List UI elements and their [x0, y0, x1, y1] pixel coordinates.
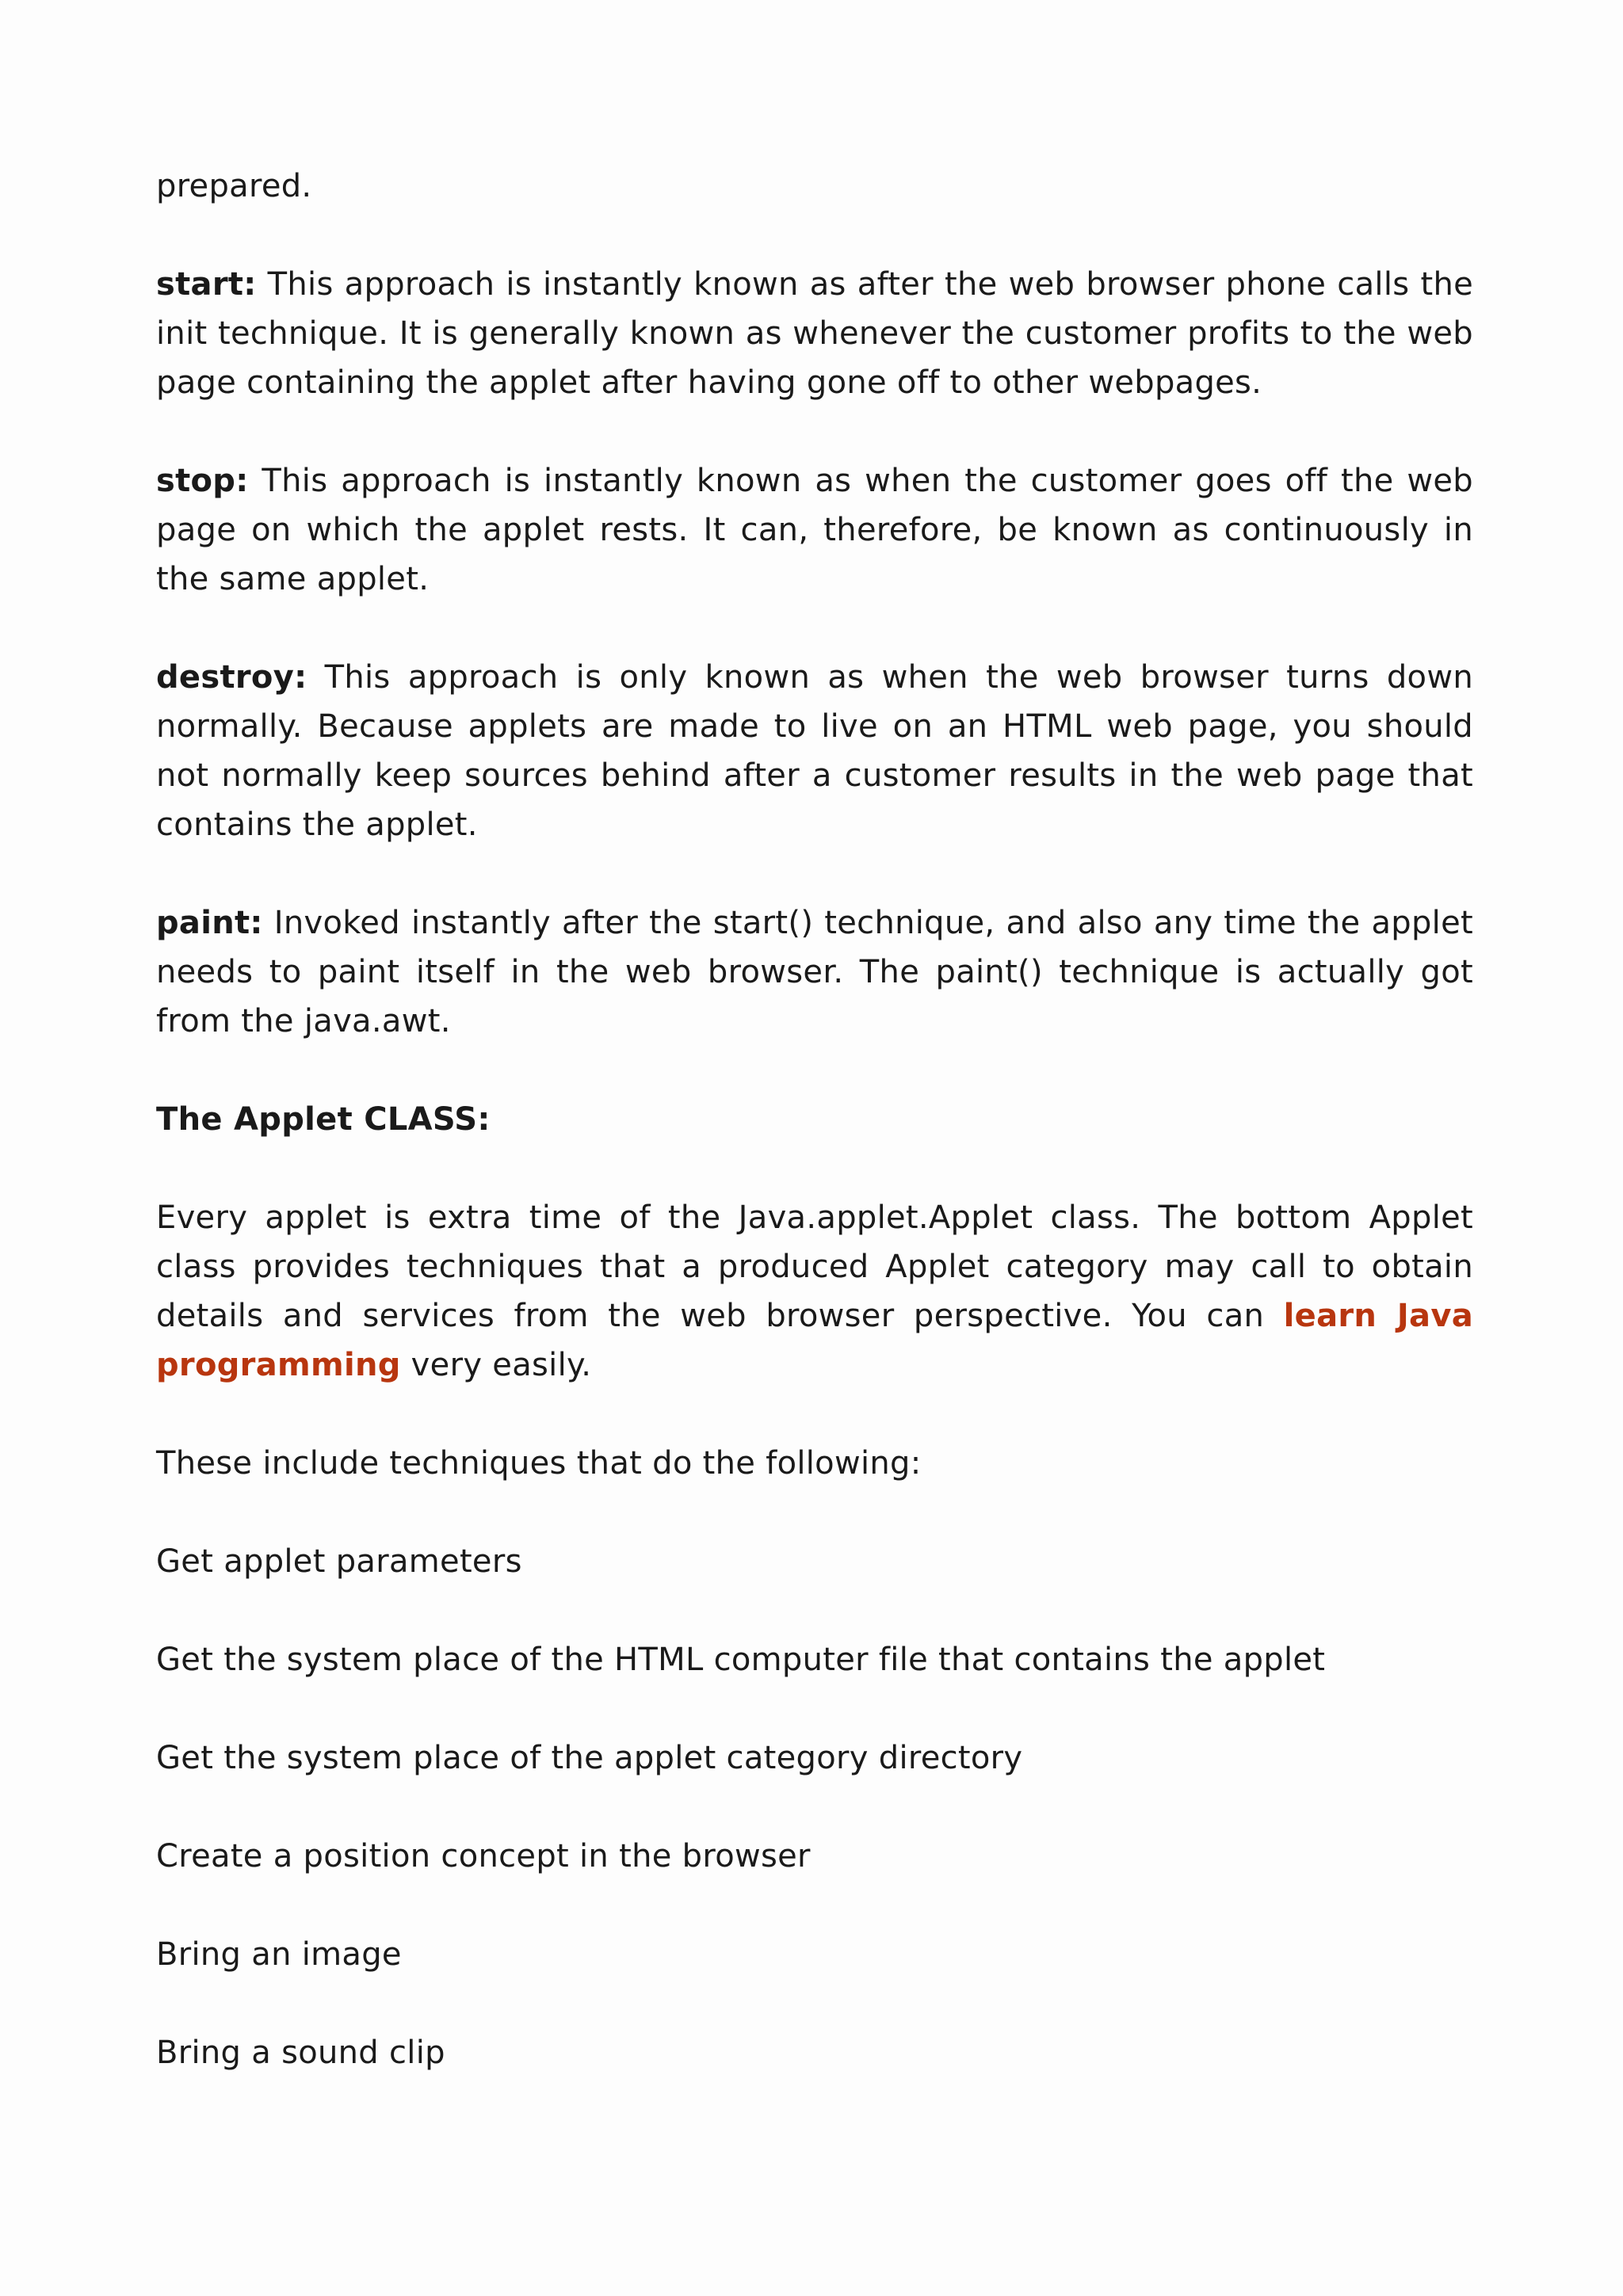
intro-fragment — [156, 162, 1473, 211]
intro-fragment-text: prepared. — [156, 168, 312, 204]
method-description: This approach is only known as when the web browser turns down normally. Because applets are made to live on an HTML web page, you should not normally keep sources behind after a customer results in the web page that contains the applet. — [156, 659, 1473, 843]
paragraph-text-after-link: very easily. — [400, 1347, 592, 1383]
method-start — [156, 260, 1473, 407]
method-term: destroy: — [156, 659, 307, 696]
method-term: start: — [156, 266, 257, 303]
method-stop — [156, 456, 1473, 604]
applet-class-paragraph — [156, 1193, 1473, 1390]
method-destroy — [156, 653, 1473, 849]
list-item: Bring an image — [156, 1936, 402, 1973]
learn-java-link[interactable]: learn Java programming — [156, 1298, 1474, 1383]
method-description: This approach is instantly known as after the web browser phone calls the init technique. It is generally known as whenever the customer profits to the web page containing the applet after having gone off to other webpages. — [156, 266, 1473, 401]
method-description: Invoked instantly after the start() technique, and also any time the applet needs to paint itself in the web browser. The paint() technique is actually got from the java.awt. — [156, 905, 1473, 1039]
list-item: Get the system place of the HTML computer file that contains the applet — [156, 1642, 1326, 1678]
method-term: stop: — [156, 463, 249, 499]
list-item: Create a position concept in the browser — [156, 1838, 811, 1875]
list-item: Get applet parameters — [156, 1543, 522, 1580]
section-heading-text: The Applet CLASS: — [156, 1101, 491, 1138]
list-item: Bring a sound clip — [156, 2035, 445, 2071]
method-term: paint: — [156, 905, 263, 941]
method-paint — [156, 898, 1473, 1046]
technique-list — [156, 1537, 1473, 2077]
list-intro-text: These include techniques that do the following: — [156, 1445, 922, 1482]
paragraph-text-before-link: Every applet is extra time of the Java.applet.Applet class. The bottom Applet class provides techniques that a produced Applet category may call to obtain details and services from the web browser perspective. You can — [156, 1199, 1473, 1334]
section-heading — [156, 1095, 1473, 1144]
document-page — [156, 162, 1473, 2126]
list-intro — [156, 1439, 1473, 1488]
method-description: This approach is instantly known as when the customer goes off the web page on which the applet rests. It can, therefore, be known as continuously in the same applet. — [156, 463, 1473, 597]
list-item: Get the system place of the applet category directory — [156, 1740, 1023, 1776]
